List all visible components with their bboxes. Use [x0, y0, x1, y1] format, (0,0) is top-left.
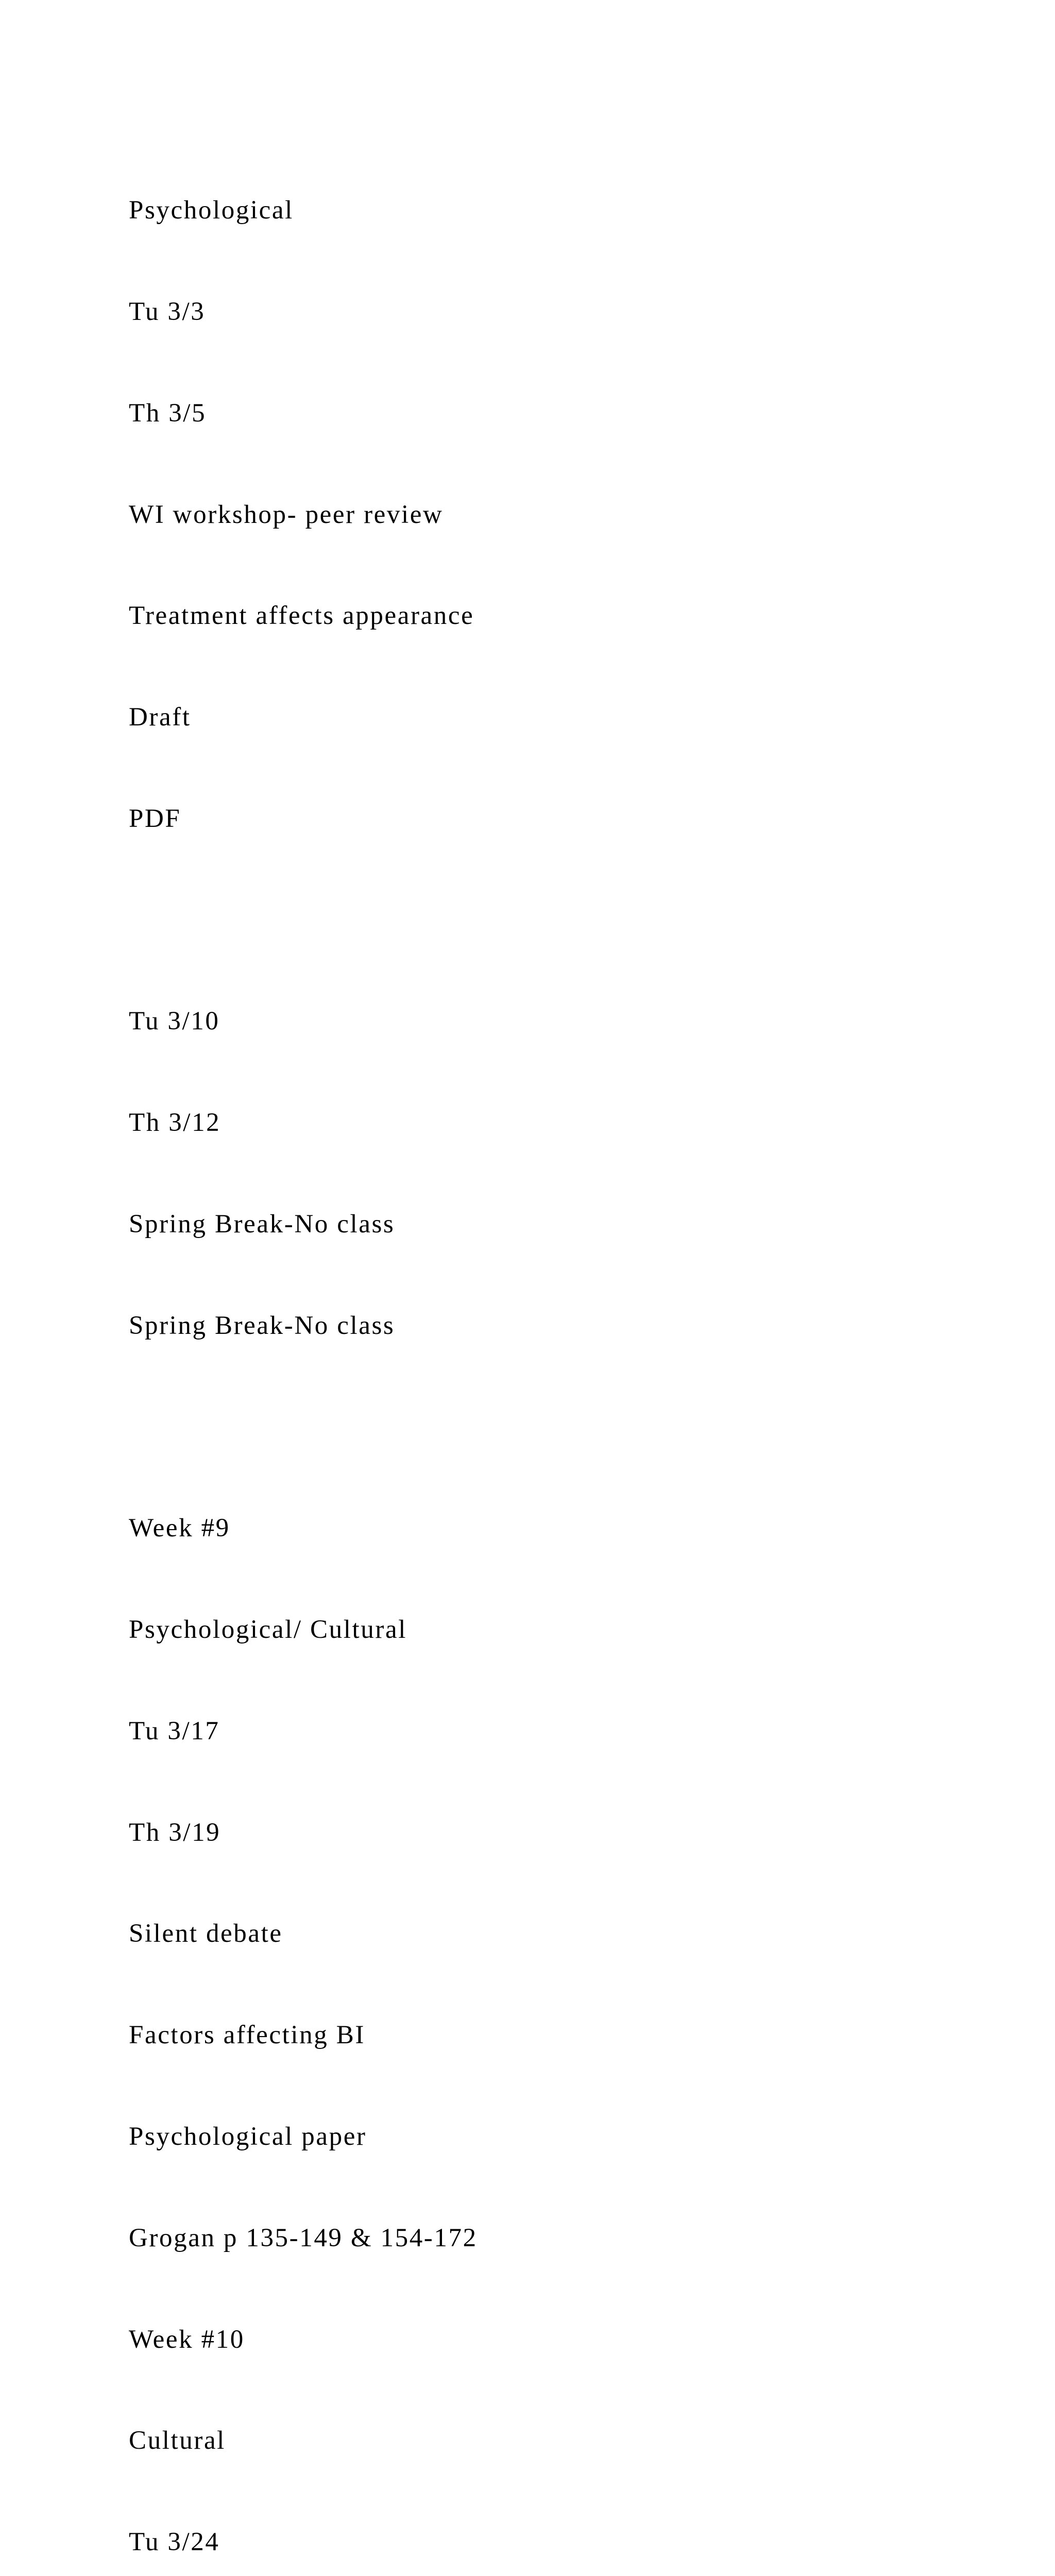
line-activity: WI workshop- peer review — [129, 500, 444, 529]
document-text — [129, 126, 1005, 2576]
line-activity: Silent debate — [129, 1919, 283, 1948]
line-date: Tu 3/17 — [129, 1716, 220, 1745]
line-date: Tu 3/24 — [129, 2528, 220, 2557]
line-date: Th 3/12 — [129, 1108, 221, 1138]
line-assignment: Psychological paper — [129, 2122, 367, 2151]
line-break-notice: Spring Break-No class — [129, 1311, 395, 1340]
line-reading: PDF — [129, 804, 181, 833]
line-date: Th 3/19 — [129, 1818, 221, 1847]
line-date: Th 3/5 — [129, 398, 207, 428]
line-date: Tu 3/3 — [129, 297, 206, 326]
line-topic-heading: Cultural — [129, 2426, 226, 2455]
line-week-heading: Week #10 — [129, 2325, 245, 2354]
line-topic-heading: Psychological/ Cultural — [129, 1615, 407, 1645]
line-week-heading: Week #9 — [129, 1514, 230, 1543]
line-psychological: Psychological — [129, 196, 294, 225]
line-assignment: Draft — [129, 703, 191, 732]
line-reading: Grogan p 135-149 & 154-172 — [129, 2223, 478, 2252]
line-break-notice: Spring Break-No class — [129, 1210, 395, 1239]
blank-line — [129, 1411, 1005, 1445]
line-date: Tu 3/10 — [129, 1007, 220, 1036]
blank-line — [129, 904, 1005, 938]
line-topic: Factors affecting BI — [129, 2021, 365, 2050]
line-topic: Treatment affects appearance — [129, 601, 474, 631]
